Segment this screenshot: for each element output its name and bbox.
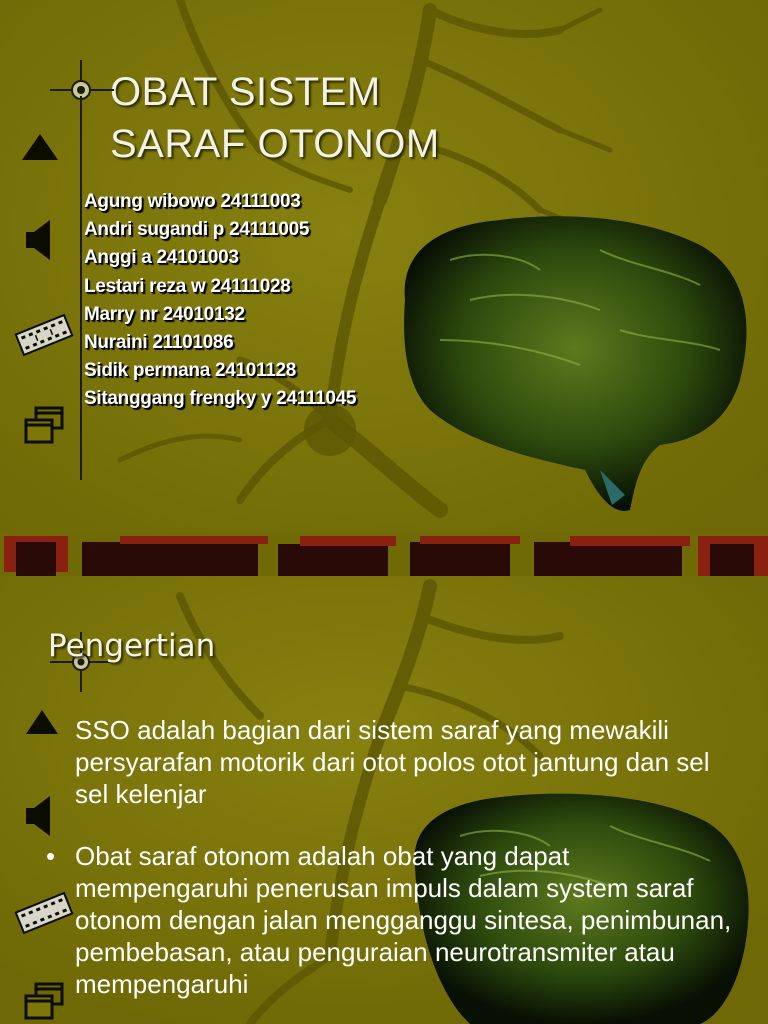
bullet-text: SSO adalah bagian dari sistem saraf yang mewakili persyarafan motorik dari otot polos otot jantung dan sel sel kelenjar	[75, 715, 710, 809]
crosshair-icon	[50, 60, 114, 120]
member-list	[84, 188, 356, 414]
list-item: Anggi a 24101003	[84, 247, 239, 269]
windows-icon[interactable]	[22, 980, 66, 1022]
list-item: Marry nr 24010132	[84, 303, 245, 325]
bullet-marker: •	[46, 841, 56, 871]
speaker-icon[interactable]	[24, 218, 54, 262]
decorative-bars	[0, 532, 768, 576]
list-item: Lestari reza w 24111028	[84, 275, 291, 297]
up-triangle-icon[interactable]	[24, 708, 60, 736]
list-item: Sidik permana 24101128	[84, 360, 297, 382]
film-strip-icon[interactable]	[14, 310, 74, 360]
slide-title	[110, 66, 440, 170]
title-line-1: OBAT SISTEM	[110, 70, 381, 114]
slide-heading: Pengertian	[48, 628, 216, 664]
list-item	[46, 840, 746, 1000]
up-triangle-icon[interactable]	[20, 132, 60, 162]
speaker-icon[interactable]	[24, 794, 54, 838]
bullet-list	[46, 714, 746, 1024]
title-line-2: SARAF OTONOM	[110, 122, 440, 166]
list-item: Agung wibowo 24111003	[84, 191, 301, 212]
bullet-text: Obat saraf otonom adalah obat yang dapat mempengaruhi penerusan impuls dalam system saraf otonom dengan jalan mengganggu sintesa, penimbunan, pembebasan, atau penguraian neurotransmiter atau mempengaruhi	[75, 841, 732, 999]
list-item: Nuraini 21101086	[84, 332, 234, 354]
vertical-divider	[80, 96, 82, 480]
slide-2	[0, 576, 768, 1024]
list-item: Sitanggang frengky y 24111045	[84, 388, 357, 410]
list-item: Andri sugandi p 24111005	[84, 219, 310, 241]
film-strip-icon[interactable]	[14, 888, 74, 938]
list-item	[46, 714, 746, 810]
windows-icon[interactable]	[22, 404, 66, 446]
